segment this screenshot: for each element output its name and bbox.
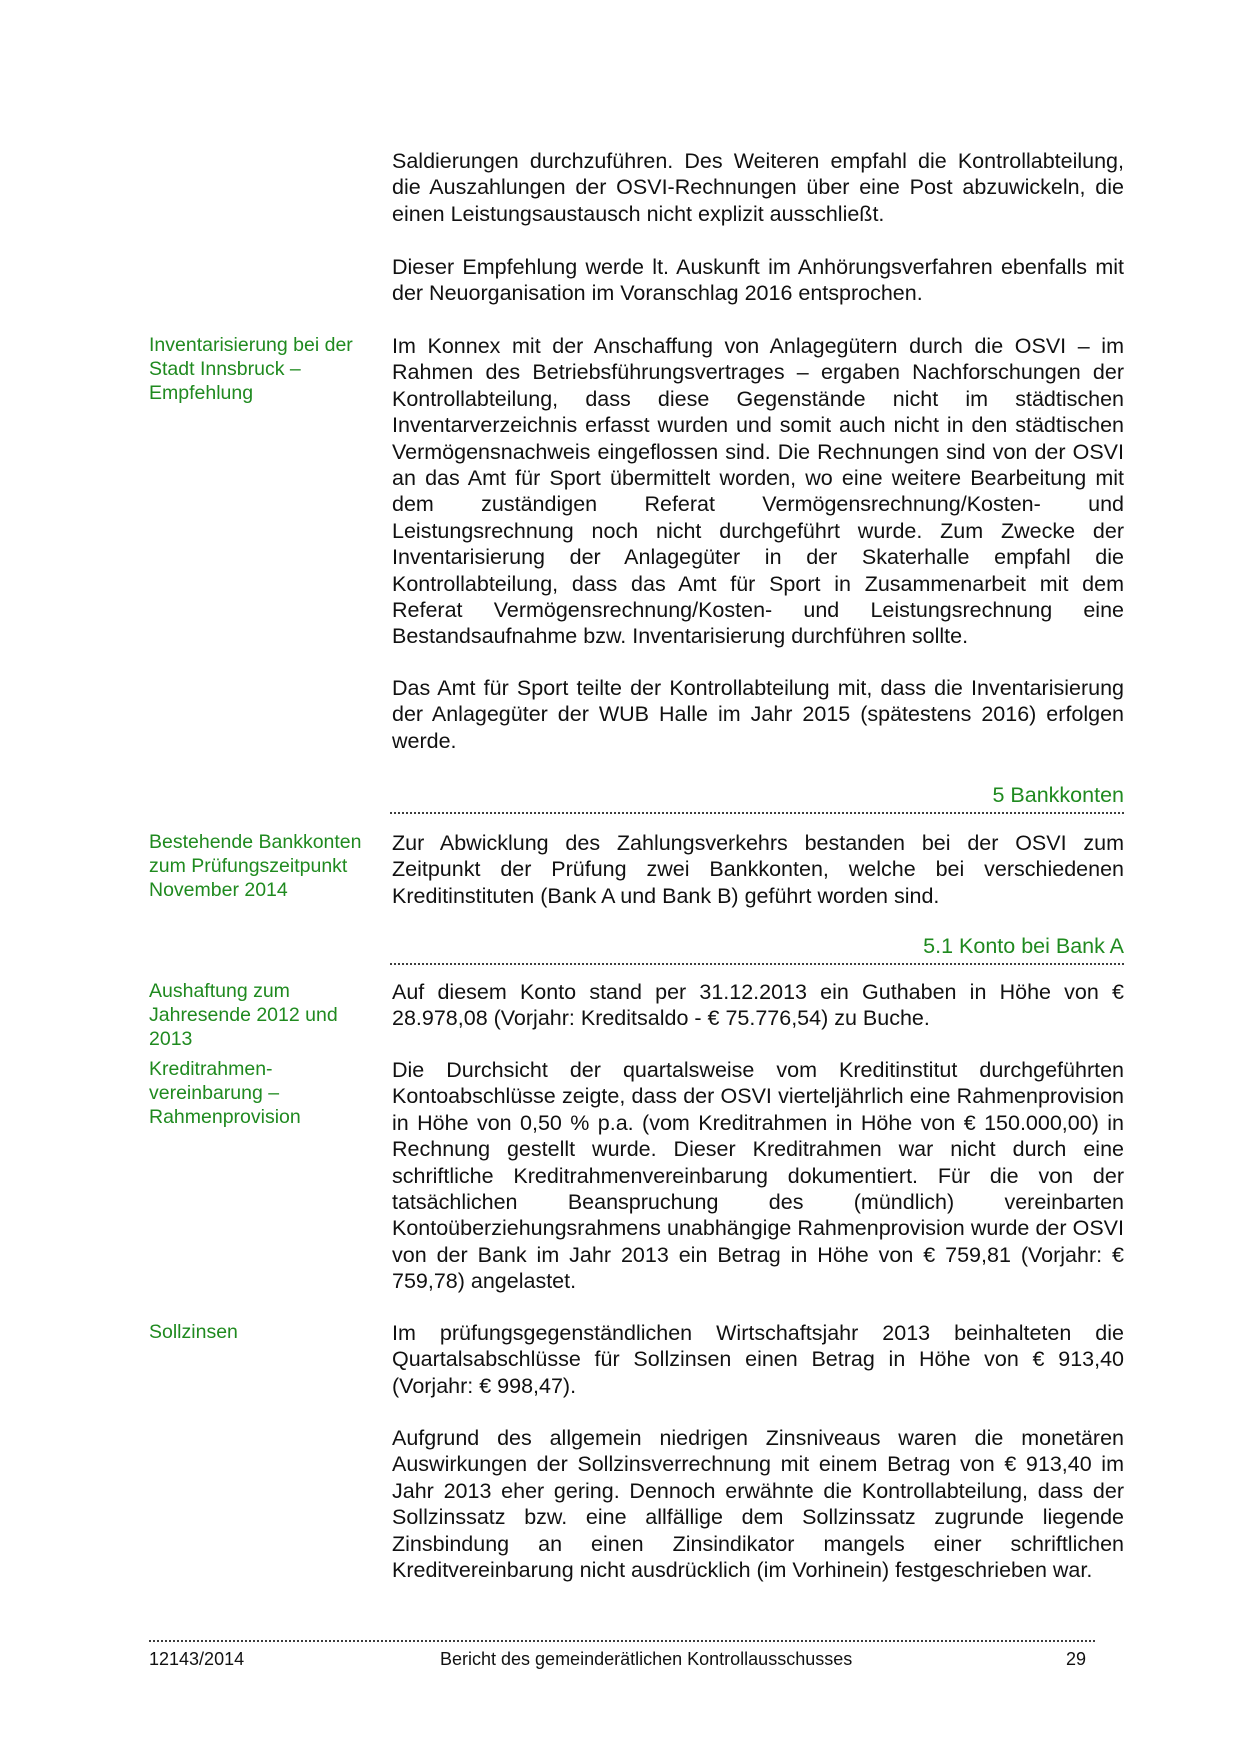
page-number: 29	[1066, 1649, 1087, 1669]
side-note: Kreditrahmen-vereinbarung – Rahmenprovision	[149, 1058, 301, 1128]
body-paragraph: Das Amt für Sport teilte der Kontrollabteilung mit, dass die Inventarisierung der Anlagegüter der WUB Halle im Jahr 2015 (spätestens 2016) erfolgen werde.	[392, 676, 1124, 753]
footer-report-number: 12143/2014	[149, 1649, 245, 1669]
heading-rule	[390, 812, 1124, 814]
side-note: Sollzinsen	[149, 1321, 238, 1343]
body-paragraph: Zur Abwicklung des Zahlungsverkehrs bestanden bei der OSVI zum Zeitpunkt der Prüfung zwei Bankkonten, welche bei verschiedenen Kreditinstituten (Bank A und Bank B) geführt worden sind.	[392, 831, 1124, 908]
side-note: Inventarisierung bei der Stadt Innsbruck – Empfehlung	[149, 334, 353, 404]
section-heading: 5 Bankkonten	[992, 783, 1124, 807]
body-paragraph: Aufgrund des allgemein niedrigen Zinsniveaus waren die monetären Auswirkungen der Sollzinsverrechnung mit einem Betrag von € 913,40 im Jahr 2013 eher gering. Dennoch erwähnte die Kontrollabteilung, dass der Sollzinssatz bzw. eine allfällige dem Sollzinssatz zugrunde liegende Zinsbindung an einen Zinsindikator mangels einer schriftlichen Kreditvereinbarung nicht ausdrücklich (im Vorhinein) festgeschrieben war.	[392, 1426, 1124, 1583]
body-paragraph: Auf diesem Konto stand per 31.12.2013 ein Guthaben in Höhe von € 28.978,08 (Vorjahr: Kreditsaldo - € 75.776,54) zu Buche.	[392, 980, 1124, 1031]
footer-rule	[149, 1640, 1095, 1642]
body-paragraph: Im prüfungsgegenständlichen Wirtschaftsjahr 2013 beinhalteten die Quartalsabschlüsse für Sollzinsen einen Betrag in Höhe von € 913,40 (Vorjahr: € 998,47).	[392, 1321, 1124, 1398]
side-note: Aushaftung zum Jahresende 2012 und 2013	[149, 980, 338, 1050]
body-paragraph: Saldierungen durchzuführen. Des Weiteren empfahl die Kontrollabteilung, die Auszahlungen der OSVI-Rechnungen über eine Post abzuwickeln, die einen Leistungsaustausch nicht explizit ausschließt.	[392, 149, 1124, 226]
heading-rule	[390, 963, 1124, 965]
section-heading: 5.1 Konto bei Bank A	[923, 934, 1124, 958]
body-paragraph: Dieser Empfehlung werde lt. Auskunft im Anhörungsverfahren ebenfalls mit der Neuorganisation im Voranschlag 2016 entsprochen.	[392, 255, 1124, 306]
body-paragraph: Die Durchsicht der quartalsweise vom Kreditinstitut durchgeführten Kontoabschlüsse zeigte, dass der OSVI vierteljährlich eine Rahmenprovision in Höhe von 0,50 % p.a. (vom Kreditrahmen in Höhe von € 150.000,00) in Rechnung gestellt wurde. Dieser Kreditrahmen war nicht durch eine schriftliche Kreditrahmenvereinbarung dokumentiert. Für die von der tatsächlichen Beanspruchung des (mündlich) vereinbarten Kontoüberziehungsrahmens unabhängige Rahmenprovision wurde der OSVI von der Bank im Jahr 2013 ein Betrag in Höhe von € 759,81 (Vorjahr: € 759,78) angelastet.	[392, 1058, 1124, 1294]
body-paragraph: Im Konnex mit der Anschaffung von Anlagegütern durch die OSVI – im Rahmen des Betriebsführungsvertrages – ergaben Nachforschungen der Kontrollabteilung, dass diese Gegenstände nicht im städtischen Inventarverzeichnis erfasst wurden und somit auch nicht in den städtischen Vermögensnachweis eingeflossen sind. Die Rechnungen sind von der OSVI an das Amt für Sport übermittelt worden, wo eine weitere Bearbeitung mit dem zuständigen Referat Vermögensrechnung/Kosten- und Leistungsrechnung noch nicht durchgeführt wurde. Zum Zwecke der Inventarisierung der Anlagegüter in der Skaterhalle empfahl die Kontrollabteilung, dass das Amt für Sport in Zusammenarbeit mit dem Referat Vermögensrechnung/Kosten- und Leistungsrechnung eine Bestandsaufnahme bzw. Inventarisierung durchführen sollte.	[392, 334, 1124, 649]
footer-title: Bericht des gemeinderätlichen Kontrollausschusses	[440, 1649, 853, 1669]
side-note: Bestehende Bankkonten zum Prüfungszeitpunkt November 2014	[149, 831, 362, 901]
